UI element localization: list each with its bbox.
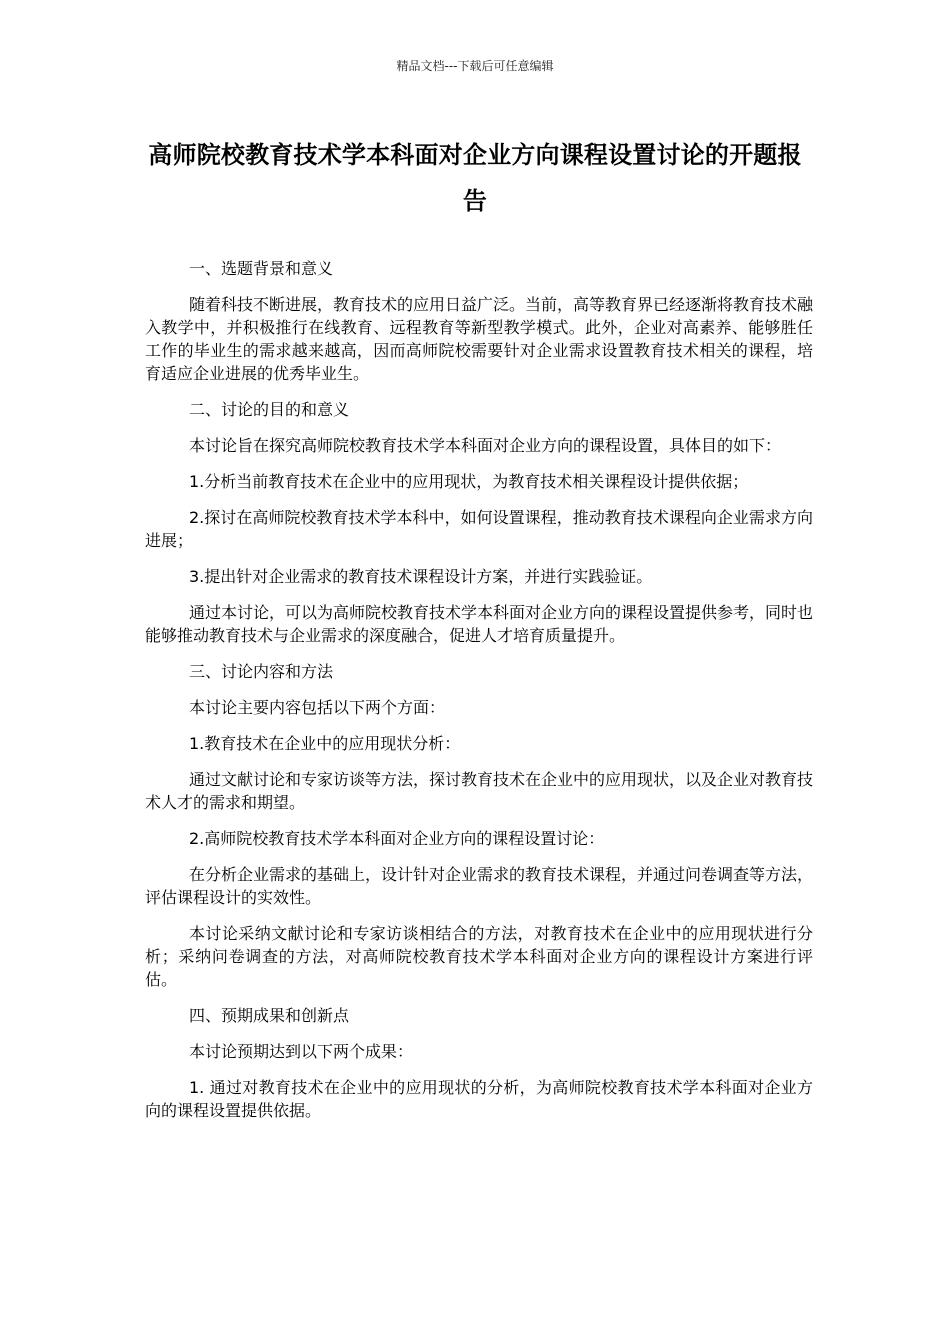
page-header-note: 精品文档---下载后可任意编辑 bbox=[396, 59, 554, 73]
list-item-purpose-3: 3.提出针对企业需求的教育技术课程设计方案，并进行实践验证。 bbox=[189, 567, 653, 586]
paragraph-background: 随着科技不断进展，教育技术的应用日益广泛。当前，高等教育界已经逐渐将教育技术融入教学中，并积极推行在线教育、远程教育等新型教学模式。此外，企业对高素养、能够胜任工作的毕业生的需求越来越高，因而高师院校需要针对企业需求设置教育技术相关的课程，培育适应企业进展的优秀毕业生。 bbox=[145, 295, 814, 383]
list-item-outcome-1: 1. 通过对教育技术在企业中的应用现状的分析，为高师院校教育技术学本科面对企业方向的课程设置提供依据。 bbox=[145, 1078, 813, 1120]
section-heading-background: 一、选题背景和意义 bbox=[189, 259, 334, 278]
section-heading-content-method: 三、讨论内容和方法 bbox=[189, 662, 334, 681]
paragraph-content-2-detail: 在分析企业需求的基础上，设计针对企业需求的教育技术课程，并通过问卷调查等方法，评估课程设计的实效性。 bbox=[145, 865, 814, 907]
paragraph-outcomes-intro: 本讨论预期达到以下两个成果： bbox=[189, 1042, 414, 1061]
document-body bbox=[145, 257, 813, 1135]
paragraph-method: 本讨论采纳文献讨论和专家访谈相结合的方法，对教育技术在企业中的应用现状进行分析；采纳问卷调查的方法，对高师院校教育技术学本科面对企业方向的课程设计方案进行评估。 bbox=[145, 924, 813, 989]
list-item-purpose-2: 2.探讨在高师院校教育技术学本科中，如何设置课程，推动教育技术课程向企业需求方向进展； bbox=[145, 508, 813, 550]
paragraph-content-intro: 本讨论主要内容包括以下两个方面： bbox=[189, 698, 446, 717]
document-title: 高师院校教育技术学本科面对企业方向课程设置讨论的开题报告 bbox=[148, 141, 802, 215]
paragraph-content-1-detail: 通过文献讨论和专家访谈等方法，探讨教育技术在企业中的应用现状，以及企业对教育技术人才的需求和期望。 bbox=[145, 770, 814, 812]
list-item-content-2: 2.高师院校教育技术学本科面对企业方向的课程设置讨论： bbox=[189, 829, 605, 848]
section-heading-outcomes: 四、预期成果和创新点 bbox=[189, 1006, 350, 1025]
section-heading-purpose: 二、讨论的目的和意义 bbox=[189, 400, 350, 419]
list-item-purpose-1: 1.分析当前教育技术在企业中的应用现状，为教育技术相关课程设计提供依据； bbox=[189, 472, 749, 491]
paragraph-purpose-intro: 本讨论旨在探究高师院校教育技术学本科面对企业方向的课程设置，具体目的如下： bbox=[189, 436, 782, 455]
paragraph-significance: 通过本讨论，可以为高师院校教育技术学本科面对企业方向的课程设置提供参考，同时也能够推动教育技术与企业需求的深度融合，促进人才培育质量提升。 bbox=[145, 603, 814, 645]
list-item-content-1: 1.教育技术在企业中的应用现状分析： bbox=[189, 734, 461, 753]
